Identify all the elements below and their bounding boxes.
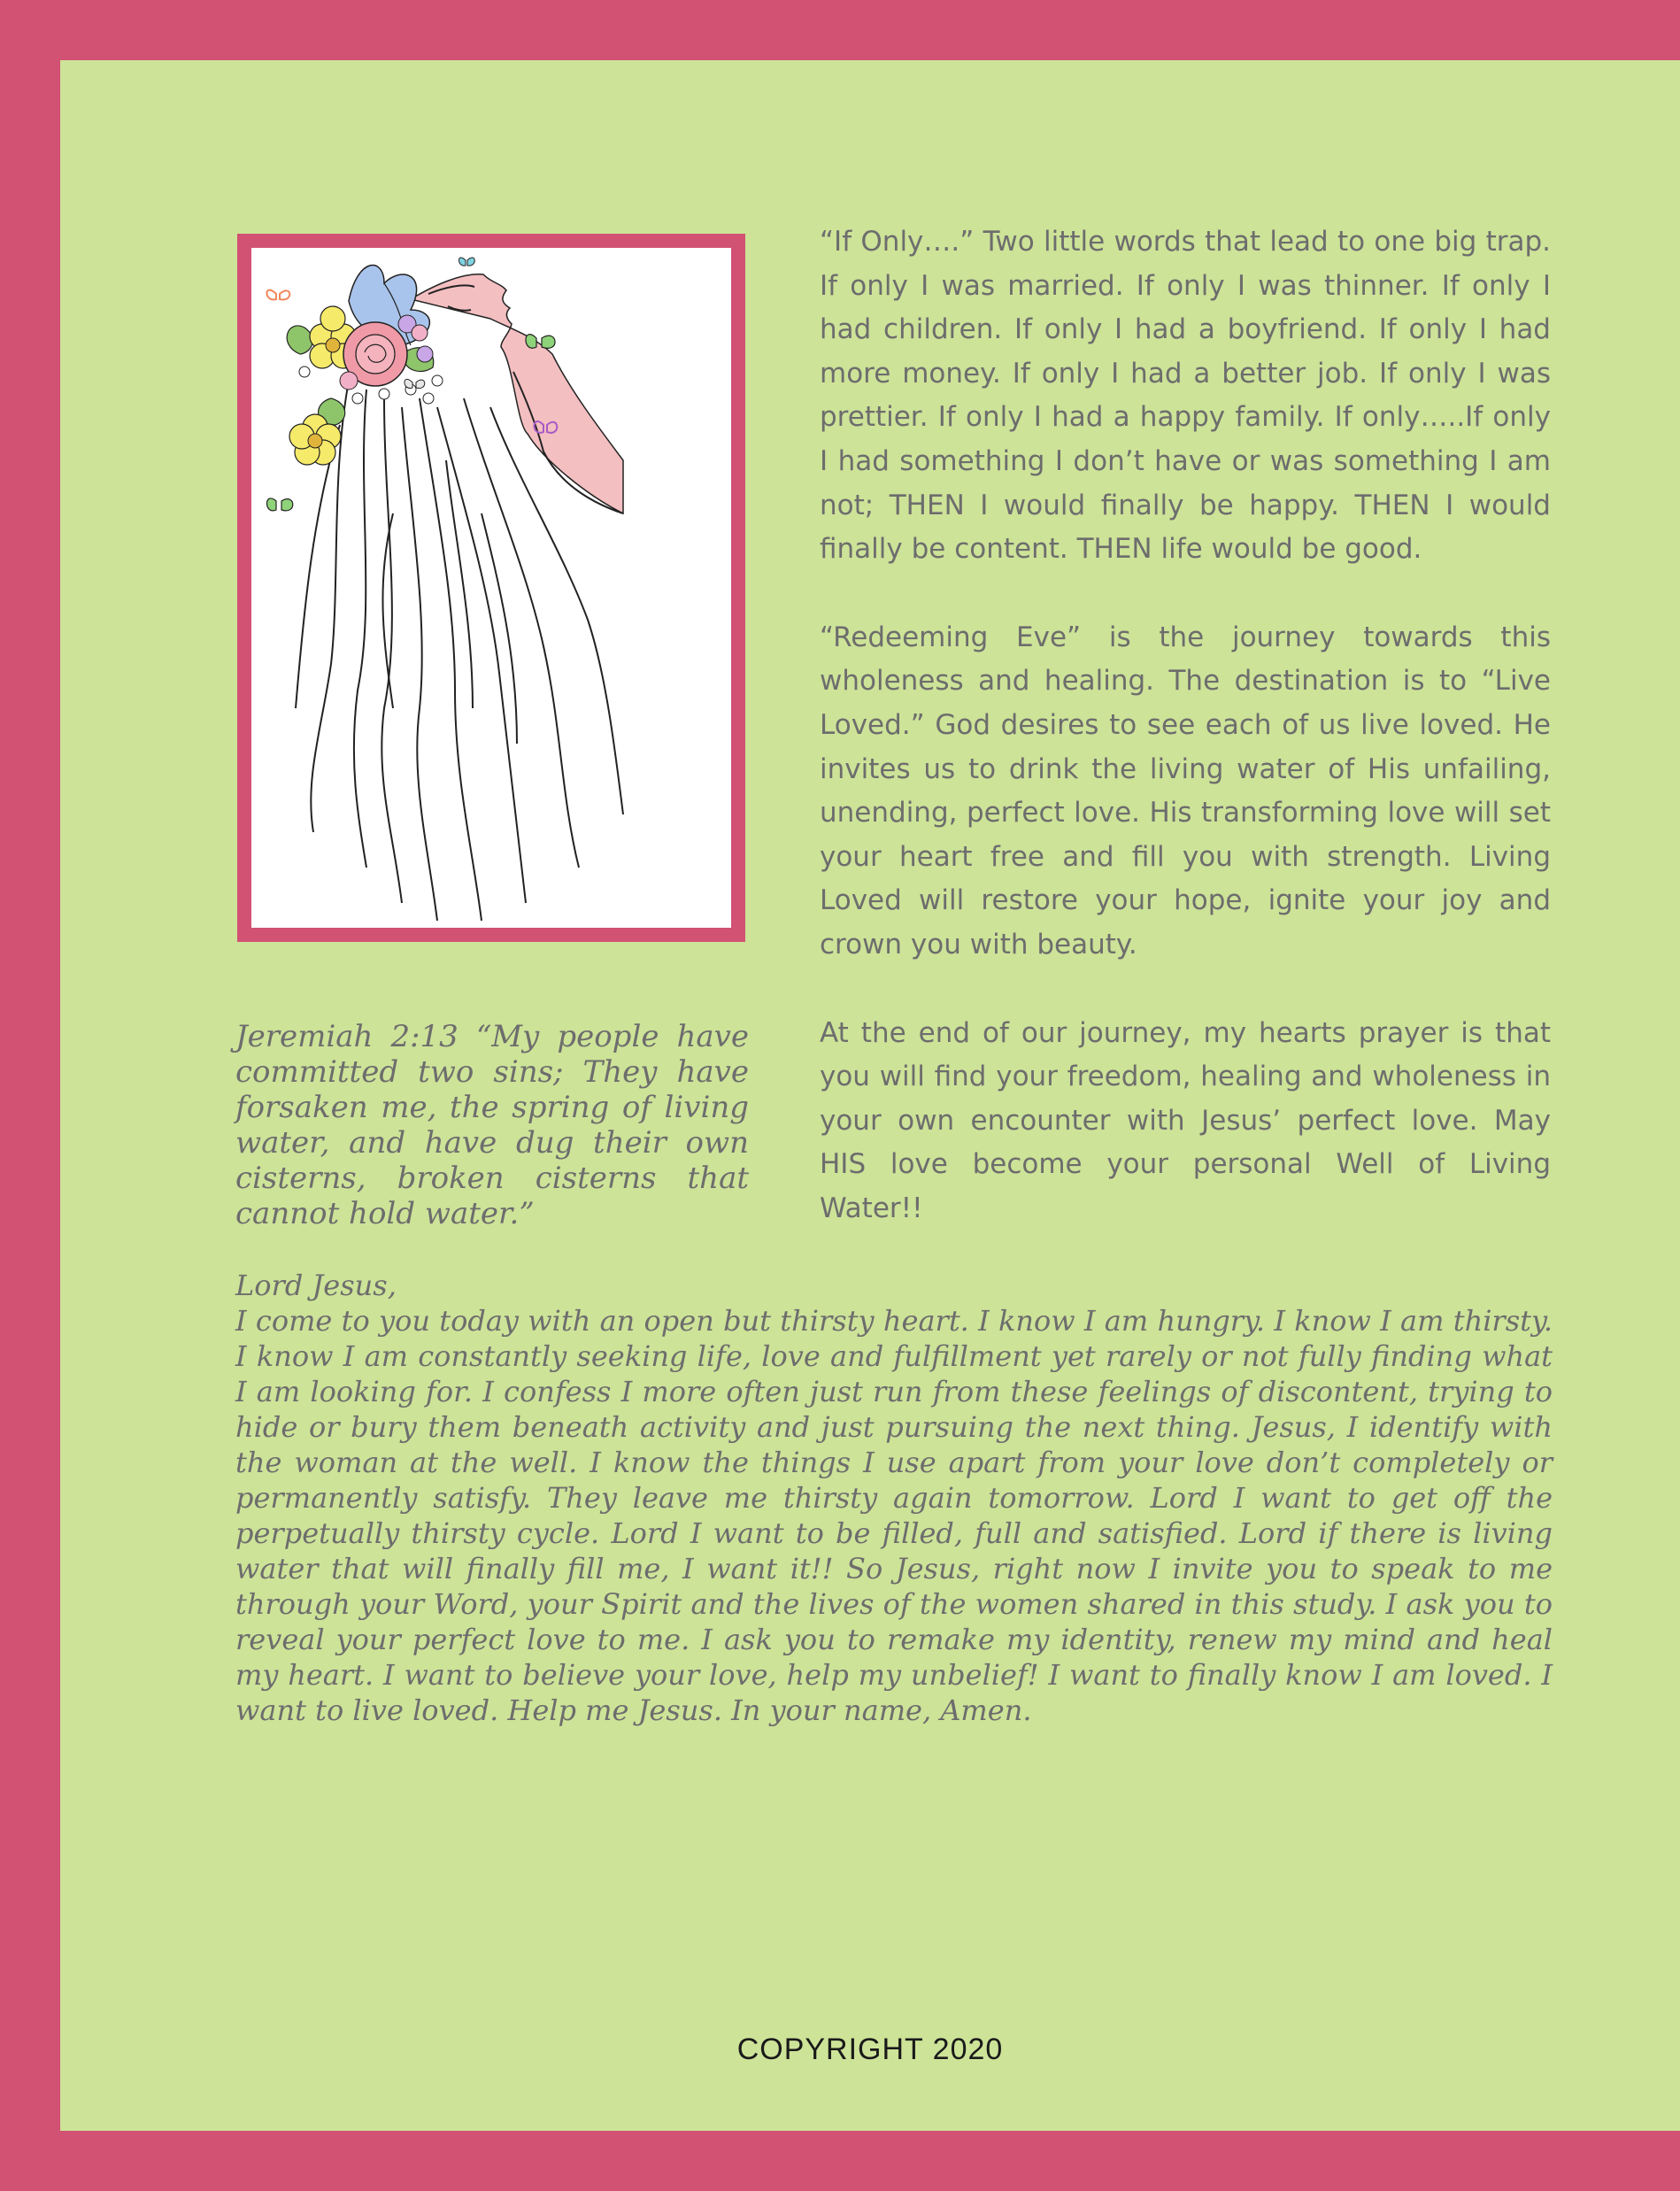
intro-paragraph: “If Only….” Two little words that lead to one big trap. If only I was married. If only I was thinner. If only I had children. If only I had a boyfriend. If only I had more money. If only I had a better job. If only I was prettier. If only I had a happy family. If only…..If only I had something I don’t have or was something I am not; THEN I would finally be happy. THEN I would finally be content. THEN life would be good. [820, 226, 1551, 566]
woman-profile-icon [411, 274, 623, 513]
illustration [251, 248, 731, 928]
intro-paragraph: “Redeeming Eve” is the journey towards this wholeness and healing. The destination is to “Live Loved.” God desires to see each of us live loved. He invites us to drink the living water of His unfailing, unending, perfect love. His transforming love will set your heart free and fill you with strength. Living Loved will restore your hope, ignite your joy and crown you with beauty. [820, 621, 1551, 960]
prayer-salutation: Lord Jesus, [235, 1269, 397, 1302]
woman-flowers-illustration [251, 248, 731, 928]
scripture-quote: Jeremiah 2:13 “My people have committed two sins; They have forsaken me, the spring of living water, and have dug their own cisterns, broken cisterns that cannot hold water.” [235, 1019, 749, 1231]
copyright-notice: COPYRIGHT 2020 [736, 2033, 1004, 2066]
intro-text [820, 220, 1551, 1275]
intro-paragraph: At the end of our journey, my hearts prayer is that you will find your freedom, healing and wholeness in your own encounter with Jesus’ perfect love. May HIS love become your personal Well of Living Water!! [820, 1016, 1551, 1224]
prayer [235, 1268, 1553, 1728]
illustration-frame [237, 234, 745, 942]
prayer-body: I come to you today with an open but thirsty heart. I know I am hungry. I know I am thirsty. I know I am constantly seeking life, love and fulfillment yet rarely or not fully finding what I am looking for. I confess I more often just run from these feelings of discontent, trying to hide or bury them beneath activity and just pursuing the next thing. Jesus, I identify with the woman at the well. I know the things I use apart from your love don’t completely or permanently satisfy. They leave me thirsty again tomorrow. Lord I want to get off the perpetually thirsty cycle. Lord I want to be filled, full and satisfied. Lord if there is living water that will finally fill me, I want it!! So Jesus, right now I invite you to speak to me through your Word, your Spirit and the lives of the women shared in this study. I ask you to reveal your perfect love to me. I ask you to remake my identity, renew my mind and heal my heart. I want to believe your love, help my unbelief! I want to finally know I am loved. I want to live loved. Help me Jesus. In your name, Amen. [235, 1304, 1553, 1727]
page [60, 60, 1680, 2131]
